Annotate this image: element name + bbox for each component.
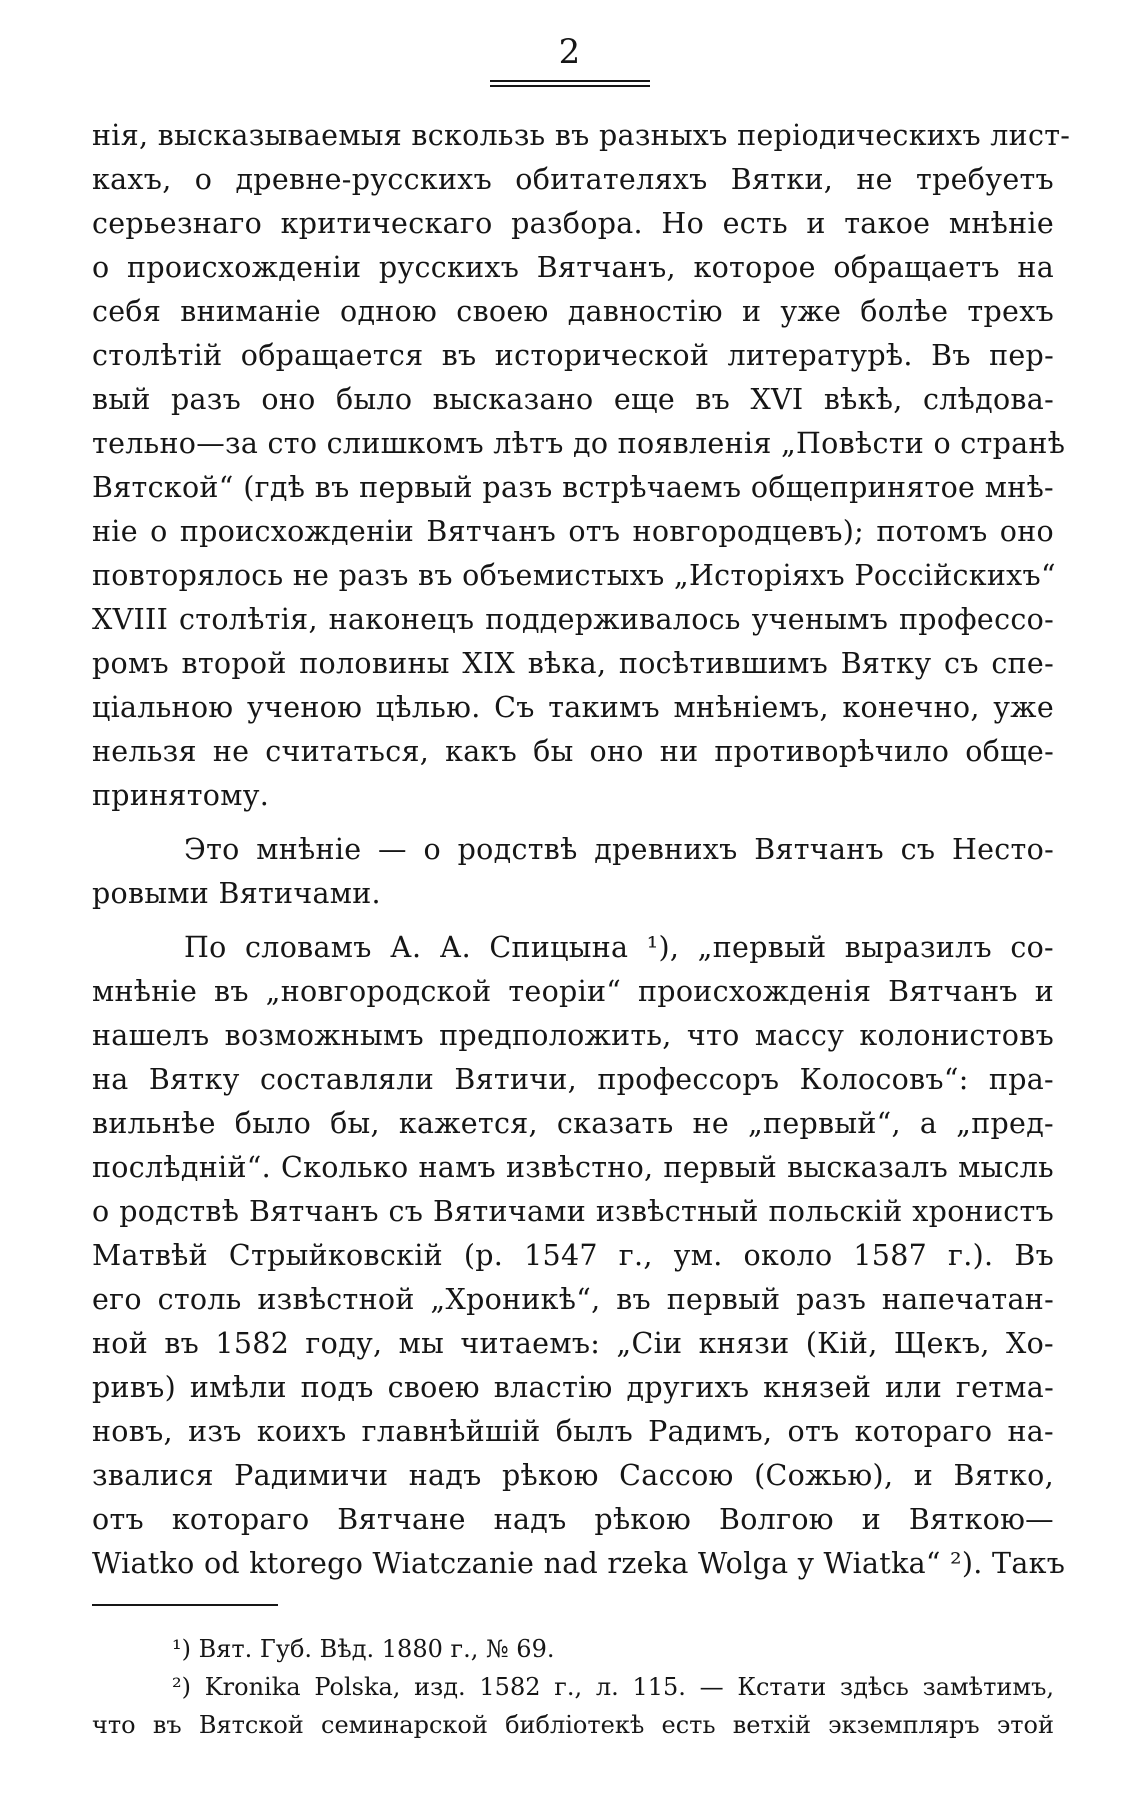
text-line: ціальною ученою цѣлью. Съ такимъ мнѣніемъ, конечно, уже <box>92 691 1054 724</box>
page-number: 2 <box>558 32 582 72</box>
text-line: вый разъ оно было высказано еще въ XVI вѣкѣ, слѣдова- <box>92 383 1054 416</box>
text-line: ривъ) имѣли подъ своею властію другихъ князей или гетма- <box>92 1371 1054 1404</box>
text-line: на Вятку составляли Вятичи, профессоръ Колосовъ“: пра- <box>92 1063 1054 1096</box>
text-line: ной въ 1582 году, мы читаемъ: „Сіи князи (Кій, Щекъ, Хо- <box>92 1327 1054 1360</box>
text-line: серьезнаго критическаго разбора. Но есть и такое мнѣніе <box>92 207 1054 240</box>
text-line: Вятской“ (гдѣ въ первый разъ встрѣчаемъ общепринятое мнѣ- <box>92 471 1054 504</box>
text-line: о родствѣ Вятчанъ съ Вятичами извѣстный польскій хронистъ <box>92 1195 1054 1228</box>
text-line: вильнѣе было бы, кажется, сказать не „первый“, а „пред- <box>92 1107 1054 1140</box>
text-line: XVIII столѣтія, наконецъ поддерживалось ученымъ профессо- <box>92 603 1054 636</box>
text-line: нашелъ возможнымъ предположить, что массу колонистовъ <box>92 1019 1054 1052</box>
paragraph-3 <box>92 926 1066 1586</box>
text-line: ніе о происхожденіи Вятчанъ отъ новгородцевъ); потомъ оно <box>92 515 1054 548</box>
text-line: о происхожденіи русскихъ Вятчанъ, которое обращаетъ на <box>92 251 1054 284</box>
text-line: отъ котораго Вятчане надъ рѣкою Волгою и Вяткою— <box>92 1503 1054 1536</box>
paragraph-gap <box>92 916 1054 926</box>
text-line: повторялось не разъ въ объемистыхъ „Исторіяхъ Россійскихъ“ <box>92 559 1056 592</box>
footnote-2-continuation: что въ Вятской семинарской библіотекѣ есть ветхій экземпляръ этой <box>92 1711 1054 1739</box>
text-line: послѣдній“. Сколько намъ извѣстно, первый высказалъ мысль <box>92 1151 1054 1184</box>
text-line: нія, высказываемыя вскользь въ разныхъ періодическихъ лист- <box>92 119 1071 152</box>
footnote-1: ¹) Вят. Губ. Вѣд. 1880 г., № 69. <box>172 1635 555 1663</box>
text-line: ровыми Вятичами. <box>92 877 381 910</box>
footnote-2: ²) Kronika Polska, изд. 1582 г., л. 115. — Кстати здѣсь замѣтимъ, <box>172 1673 1054 1701</box>
text-line: звалися Радимичи надъ рѣкою Сассою (Сожью), и Вятко, <box>92 1459 1054 1492</box>
text-line: ромъ второй половины XIX вѣка, посѣтившимъ Вятку съ спе- <box>92 647 1054 680</box>
paragraph-2 <box>92 828 1054 916</box>
text-line: его столь извѣстной „Хроникѣ“, въ первый разъ напечатан- <box>92 1283 1054 1316</box>
text-line: Wiatko od ktorego Wiatczanie nad rzeka Wolga y Wiatka“ ²). Такъ <box>92 1547 1066 1580</box>
footnotes <box>92 1630 1054 1744</box>
footnote-separator <box>92 1604 278 1606</box>
page-number-underline <box>490 80 650 82</box>
text-line: Это мнѣніе — о родствѣ древнихъ Вятчанъ съ Несто- <box>184 833 1054 866</box>
text-line: тельно—за сто слишкомъ лѣтъ до появленія „Повѣсти о странѣ <box>92 427 1066 460</box>
paragraph-1 <box>92 114 1071 818</box>
page-number-underline-second <box>490 85 650 87</box>
text-line: По словамъ А. А. Спицына ¹), „первый выразилъ со- <box>184 931 1054 964</box>
paragraph-gap <box>92 818 1054 828</box>
text-line: мнѣніе въ „новгородской теоріи“ происхожденія Вятчанъ и <box>92 975 1054 1008</box>
text-line: Матвѣй Стрыйковскій (р. 1547 г., ум. около 1587 г.). Въ <box>92 1239 1054 1272</box>
text-line: кахъ, о древне-русскихъ обитателяхъ Вятки, не требуетъ <box>92 163 1054 196</box>
text-line: нельзя не считаться, какъ бы оно ни противорѣчило обще- <box>92 735 1054 768</box>
text-line: себя вниманіе одною своею давностію и уже болѣе трехъ <box>92 295 1054 328</box>
text-line: столѣтій обращается въ исторической литературѣ. Въ пер- <box>92 339 1054 372</box>
body-text <box>92 114 1071 1586</box>
text-line: принятому. <box>92 779 270 812</box>
text-line: новъ, изъ коихъ главнѣйшій былъ Радимъ, отъ котораго на- <box>92 1415 1054 1448</box>
